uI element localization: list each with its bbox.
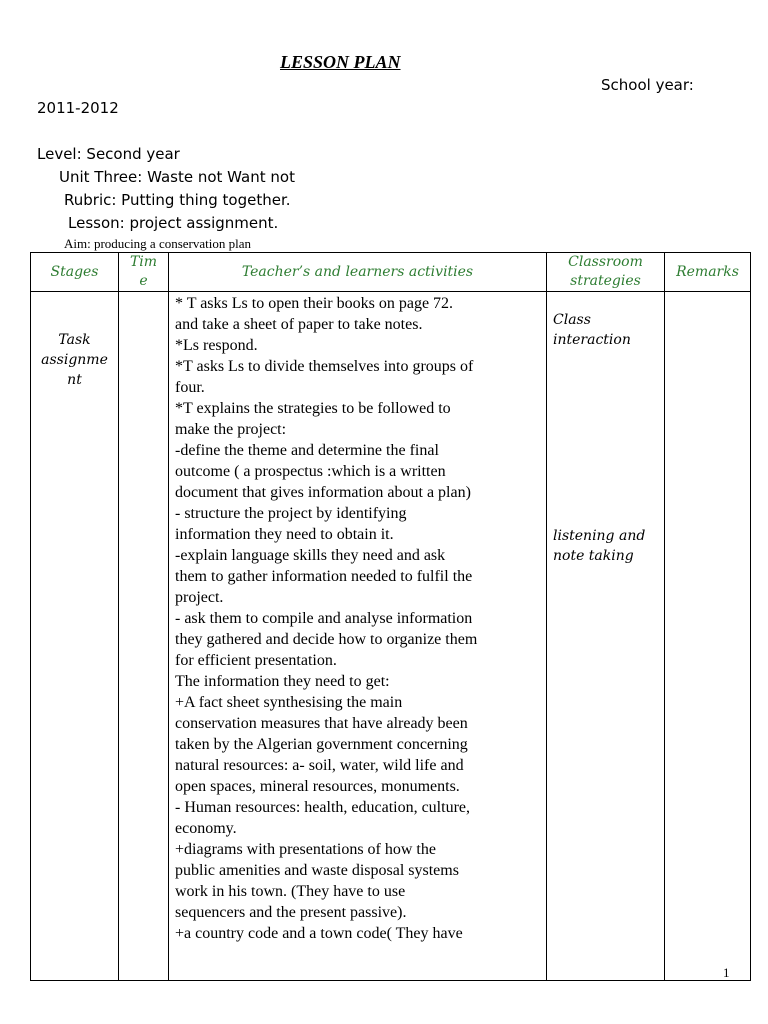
activity-line: project. — [175, 589, 224, 606]
activity-line: - structure the project by identifying — [175, 505, 407, 522]
activity-line: *T explains the strategies to be followed to — [175, 400, 451, 417]
activity-line: them to gather information needed to fulfil the — [175, 568, 473, 585]
page-number: 1 — [723, 965, 730, 980]
activity-line: sequencers and the present passive). — [175, 904, 407, 921]
activity-line: +a country code and a town code( They have — [175, 925, 463, 942]
activity-line: economy. — [175, 820, 237, 837]
aim-line: Aim: producing a conservation plan — [64, 236, 252, 251]
strategy-listen-line2: note taking — [553, 548, 634, 564]
header-strategies — [547, 253, 665, 292]
header-strategies-line2: strategies — [570, 273, 641, 289]
strategy-class-line1: Class — [553, 312, 591, 328]
activity-line: The information they need to get: — [175, 673, 390, 690]
lesson-plan-title: LESSON PLAN — [280, 52, 401, 72]
activity-line: +diagrams with presentations of how the — [175, 841, 436, 858]
stage-cell — [31, 292, 119, 981]
header-stages: Stages — [31, 253, 119, 292]
stage-line3: nt — [67, 372, 82, 388]
activity-line: information they need to obtain it. — [175, 526, 394, 543]
activity-line: - ask them to compile and analyse information — [175, 610, 473, 627]
activity-line: and take a sheet of paper to take notes. — [175, 316, 423, 333]
remarks-cell — [665, 292, 751, 981]
activity-line: *Ls respond. — [175, 337, 258, 354]
activity-line: * T asks Ls to open their books on page 72. — [175, 295, 454, 312]
activity-line: four. — [175, 379, 205, 396]
activity-line: they gathered and decide how to organize them — [175, 631, 478, 648]
activity-line: *T asks Ls to divide themselves into groups of — [175, 358, 474, 375]
strategies-cell — [547, 292, 665, 981]
strategy-listen-line1: listening and — [553, 528, 646, 544]
activity-line: document that gives information about a plan) — [175, 484, 471, 501]
activity-line: taken by the Algerian government concerning — [175, 736, 468, 753]
header-activities: Teacher’s and learners activities — [169, 253, 547, 292]
lesson-line: Lesson: project assignment. — [68, 214, 279, 232]
school-year-value: 2011-2012 — [37, 99, 119, 117]
activity-line: -explain language skills they need and ask — [175, 547, 446, 564]
unit-line: Unit Three: Waste not Want not — [59, 168, 295, 186]
activity-line: conservation measures that have already been — [175, 715, 468, 732]
header-remarks: Remarks — [665, 253, 751, 292]
activity-line: open spaces, mineral resources, monuments. — [175, 778, 460, 795]
stage-line2: assignme — [41, 352, 108, 368]
activity-line: +A fact sheet synthesising the main — [175, 694, 403, 711]
activity-line: make the project: — [175, 421, 287, 438]
strategy-spacer — [553, 350, 658, 526]
table-header-row — [31, 253, 751, 292]
header-time — [119, 253, 169, 292]
header-strategies-line1: Classroom — [568, 254, 643, 270]
time-cell — [119, 292, 169, 981]
stage-line1: Task — [58, 332, 91, 348]
activity-line: -define the theme and determine the final — [175, 442, 439, 459]
strategy-class-line2: interaction — [553, 332, 631, 348]
activity-line: natural resources: a- soil, water, wild life and — [175, 757, 464, 774]
header-time-line2: e — [139, 273, 148, 289]
table-row — [31, 292, 751, 981]
activity-line: work in his town. (They have to use — [175, 883, 406, 900]
activity-line: public amenities and waste disposal systems — [175, 862, 459, 879]
level-line: Level: Second year — [37, 145, 180, 163]
header-time-line1: Tim — [129, 254, 158, 270]
lesson-plan-table — [30, 252, 751, 981]
rubric-line: Rubric: Putting thing together. — [64, 191, 291, 209]
activity-line: outcome ( a prospectus :which is a written — [175, 463, 446, 480]
school-year-label: School year: — [601, 76, 694, 94]
activity-line: for efficient presentation. — [175, 652, 337, 669]
activity-line: - Human resources: health, education, culture, — [175, 799, 470, 816]
activities-cell — [169, 292, 547, 981]
